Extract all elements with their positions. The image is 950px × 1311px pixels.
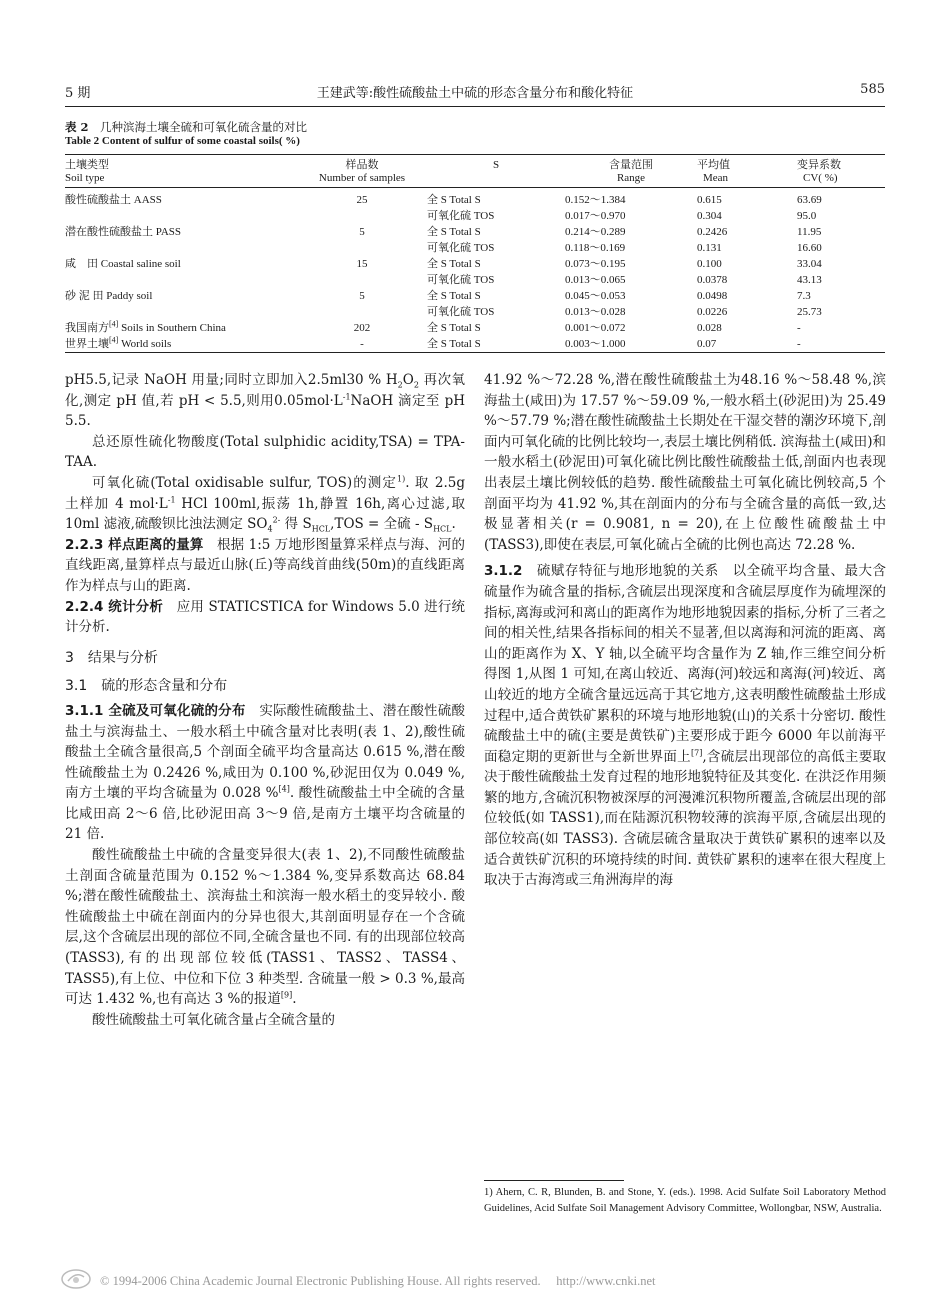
cell-soil-type: [65, 240, 297, 256]
footnote: 1) Ahern, C. R, Blunden, B. and Stone, Y. (eds.). 1998. Acid Sulfate Soil Laboratory Method Guidelines, Acid Sulfate Soil Management Advisory Committee, Wollongbar, NSW, Australia.: [484, 1187, 886, 1214]
cell-sulfur-form: 可氧化硫 TOS: [427, 210, 495, 222]
cell-sulfur-form: 全 S Total S: [427, 322, 481, 334]
heading-3-1-1: 3.1.1 全硫及可氧化硫的分布: [65, 702, 246, 719]
table-row: [65, 288, 885, 304]
cell-sample-count: 25: [356, 194, 368, 206]
cell-sample-count: 202: [353, 322, 371, 334]
col-header-range: 含量范围 Range: [565, 155, 697, 188]
running-header: [65, 82, 885, 102]
cell-sample-count: [297, 240, 427, 256]
table-row: [65, 208, 885, 224]
cell-sample-count: 5: [359, 290, 365, 302]
cell-sulfur-form: 全 S Total S: [427, 336, 565, 353]
cell-sulfur-form: 全 S Total S: [427, 226, 481, 238]
heading-3-1-2-title: 硫赋存特征与地形地貌的关系: [536, 563, 719, 580]
heading-2-2-3: 2.2.3 样点距离的量算: [65, 536, 204, 553]
cell-soil-type: [65, 304, 297, 320]
cell-cv: 7.3: [797, 290, 811, 302]
cell-range: 0.214～0.289: [565, 226, 626, 238]
page-number: 585: [860, 82, 885, 97]
cnki-logo-icon: [60, 1268, 92, 1290]
cell-sample-count: [297, 272, 427, 288]
cell-range: 0.045～0.053: [565, 290, 626, 302]
cell-mean: 0.0226: [697, 306, 728, 318]
paragraph-tos: 可氧化硫(Total oxidisable sulfur, TOS)的测定$^{1)}$. 取 2.5g 土样加 4 $mol\cdot L^{-1}$ HCl 100ml,振荡 1h,静置 16h,离心过滤,取10ml 滤液,硫酸钡比浊法测定 $SO_4^{2-}$ 得 $S_{HCL},TOS$ = 全硫 - $S_{HCL}$.: [65, 474, 465, 534]
paragraph-total-sulfur: 3.1.1 全硫及可氧化硫的分布 实际酸性硫酸盐土、潜在酸性硫酸盐土与滨海盐土、一般水稻土中硫含量对比表明(表 1、2),酸性硫酸盐土全硫含量很高,5 个剖面全硫平均含量高达 0.615 %,潜在酸性硫酸盐土为 0.2426 %,咸田为 0.100 %,砂泥田仅为 0.049 %,南方土壤的平均含硫量为 0.028 %[4]. 酸性硫酸盐土中全硫的含量比咸田高 2～6 倍,比砂泥田高 3～9 倍,是南方土壤平均含硫量的 21 倍.: [65, 702, 466, 843]
table-title-cn: 几种滨海土壤全硫和可氧化硫含量的对比: [100, 120, 308, 134]
cell-cv: -: [797, 322, 801, 334]
paragraph-variation: 酸性硫酸盐土中硫的含量变异很大(表 1、2),不同酸性硫酸盐土剖面含硫量范围为 0.152 %～1.384 %,变异系数高达 68.84 %;潜在酸性硫酸盐土、滨海盐土和滨海一般水稻土的变异较小. 酸性硫酸盐土中硫在剖面内的分异也很大,其剖面明显存在一个含硫层,这个含硫层出现的部位不同,全硫含量也不同. 有的出现部位较高(TASS3),有的出现部位较低(TASS1、TASS2、TASS4、TASS5),有上位、中位和下位 3 种类型. 含硫量一般 > 0.3 %,最高可达 1.432 %,也有高达 3 %的报道[9].: [65, 847, 465, 1008]
heading-2-2-4: 2.2.4 统计分析: [65, 598, 164, 615]
cell-cv: 11.95: [797, 226, 822, 238]
cell-cv: 25.73: [797, 306, 822, 318]
col-header-samples: 样品数 Number of samples: [297, 155, 427, 188]
cell-soil-type: 咸 田 Coastal saline soil: [65, 258, 181, 270]
issue-number: 5 期: [65, 86, 91, 101]
header-rule: [65, 106, 885, 107]
cell-soil-type: 世界土壤[4] World soils: [65, 336, 297, 353]
cell-sulfur-form: 可氧化硫 TOS: [427, 274, 495, 286]
cell-mean: 0.07: [697, 336, 797, 353]
cell-range: 0.017～0.970: [565, 210, 626, 222]
cell-range: 0.013～0.028: [565, 306, 626, 318]
cell-cv: 33.04: [797, 258, 822, 270]
cell-cv: 95.0: [797, 210, 817, 222]
paragraph-tsa: 总还原性硫化物酸度(Total sulphidic acidity,TSA) = TPA-TAA.: [65, 433, 465, 471]
cell-range: 0.152～1.384: [565, 194, 626, 206]
cell-cv: 16.60: [797, 242, 822, 254]
cell-sample-count: [297, 304, 427, 320]
col-header-cv: 变异系数 CV( %): [797, 155, 885, 188]
paragraph-stats: 2.2.4 统计分析 应用 STATICSTICA for Windows 5.0 进行统计分析.: [65, 598, 466, 636]
cell-range: 0.118～0.169: [565, 242, 626, 254]
cell-cv: 43.13: [797, 274, 822, 286]
cell-soil-type: 砂 泥 田 Paddy soil: [65, 290, 153, 302]
table-row: [65, 320, 885, 336]
cell-mean: 0.0378: [697, 274, 728, 286]
table-row: [65, 336, 885, 353]
cell-sulfur-form: 可氧化硫 TOS: [427, 306, 495, 318]
cell-sample-count: 15: [356, 258, 368, 270]
footnote-rule: [484, 1180, 624, 1181]
cell-soil-type: [65, 208, 297, 224]
cell-soil-type: 我国南方[4] Soils in Southern China: [65, 319, 226, 334]
heading-section-3: 3 结果与分析: [65, 649, 158, 666]
table-caption: [65, 120, 307, 148]
cell-mean: 0.615: [697, 194, 722, 206]
paragraph-tos-ratio: 41.92 %～72.28 %,潜在酸性硫酸盐土为48.16 %～58.48 %,滨海盐土(咸田)为 17.57 %～59.09 %,一般水稻土(砂泥田)为 25.49 %～57.79 %;潜在酸性硫酸盐土长期处在干湿交替的潮汐环境下,剖面内可氧化硫的比例比较均一,表层土壤比例稍低. 滨海盐土(咸田)和一般水稻土(砂泥田)可氧化硫比例比酸性硫酸盐土低,剖面内也表现出表层土壤比例较低的趋势. 酸性硫酸盐土可氧化硫比例较高,5 个剖面平均为 41.92 %,其在剖面内的分布与全硫含量的高低一致,达极显著相关(r = 0.9081, n = 20),在上位酸性硫酸盐土中(TASS3),即使在表层,可氧化硫占全硫的比例也高达 72.28 %.: [484, 372, 886, 553]
paragraph-ph-titration: pH5.5,记录 NaOH 用量;同时立即加入2.5ml30 % $H_2O_2$ 再次氧化,测定 pH 值,若 pH < 5.5,则用$0.05mol\cdot L^{-1}NaOH$ 滴定至 pH 5.5.: [65, 372, 465, 430]
running-title: 王建武等:酸性硫酸盐土中硫的形态含量分布和酸化特征: [316, 86, 634, 101]
cell-sulfur-form: 可氧化硫 TOS: [427, 242, 495, 254]
cell-mean: 0.2426: [697, 226, 728, 238]
cell-sample-count: 5: [359, 226, 365, 238]
paragraph-tos-ratio-start: 酸性硫酸盐土可氧化硫含量占全硫含量的: [92, 1011, 335, 1028]
cell-sulfur-form: 全 S Total S: [427, 194, 481, 206]
heading-3-1: 3.1 硫的形态含量和分布: [65, 678, 228, 695]
cell-cv: 63.69: [797, 194, 822, 206]
cell-cv: -: [797, 336, 885, 353]
right-column: [484, 370, 886, 891]
page-footer: [60, 1268, 890, 1292]
cell-sulfur-form: 全 S Total S: [427, 258, 481, 270]
cell-mean: 0.100: [697, 258, 722, 270]
table-row: [65, 224, 885, 240]
table-row: [65, 188, 885, 209]
table-label: 表 2: [65, 120, 89, 134]
cell-mean: 0.028: [697, 322, 722, 334]
cell-soil-type: [65, 272, 297, 288]
cell-mean: 0.131: [697, 242, 722, 254]
copyright-text: © 1994-2006 China Academic Journal Electronic Publishing House. All rights reserved. http://www.cnki.net: [100, 1274, 656, 1288]
col-header-mean: 平均值 Mean: [697, 155, 797, 188]
table-row: [65, 240, 885, 256]
heading-3-1-2: 3.1.2: [484, 563, 523, 580]
table-row: [65, 256, 885, 272]
cell-mean: 0.0498: [697, 290, 728, 302]
cell-range: 0.073～0.195: [565, 258, 626, 270]
cell-sulfur-form: 全 S Total S: [427, 290, 481, 302]
col-header-s: S: [427, 155, 565, 188]
table-row: [65, 272, 885, 288]
sulfur-content-table: [65, 154, 885, 353]
table-title-en: Table 2 Content of sulfur of some coastal soils( %): [65, 135, 300, 147]
cell-range: 0.001～0.072: [565, 322, 626, 334]
cell-range: 0.013～0.065: [565, 274, 626, 286]
cell-sample-count: [297, 208, 427, 224]
cell-soil-type: 酸性硫酸盐土 AASS: [65, 194, 162, 206]
left-column: [65, 370, 465, 1030]
paragraph-distance: 2.2.3 样点距离的量算 根据 1:5 万地形图量算采样点与海、河的直线距离,量算样点与最近山脉(丘)等高线首曲线(50m)的直线距离作为样点与山的距离.: [65, 536, 466, 594]
col-header-soil: 土壤类型 Soil type: [65, 155, 297, 188]
cell-sample-count: -: [297, 336, 427, 353]
cell-range: 0.003～1.000: [565, 336, 697, 353]
paragraph-topography: 3.1.2 硫赋存特征与地形地貌的关系 以全硫平均含量、最大含硫量作为硫含量的指标,含硫层出现深度和含硫层厚度作为硫埋深的指标,离海或河和离山的距离作为地形地貌因素的指标,分析了三者之间的相关性,结果各指标间的相关不显著,但以离海和河流的距离、离山的距离作为 X、Y 轴,以全硫平均含量作为 Z 轴,作三维空间分析得图 1,从图 1 可知,在离山较近、离海(河)较远和离海(河)较近、离山较近的地方全硫含量远远高于其它地方,这表明酸性硫酸盐土形成过程中,适合黄铁矿累积的环境与地形地貌(山)的关系十分密切. 酸性硫酸盐土中的硫(主要是黄铁矿)主要形成于距今 6000 年以前海平面稳定期的更新世与全新世界面上[7],含硫层出现部位的高低主要取决于酸性硫酸盐土发育过程的地形地貌特征及其变化. 在洪泛作用频繁的地方,含硫沉积物被深厚的河漫滩沉积物所覆盖,含硫层出现的部位较低(如 TASS1),而在陆源沉积物较薄的滨海平原,含硫层出现的部位较高(如 TASS3). 含硫层硫含量取决于黄铁矿累积的速率以及适合黄铁矿沉积的环境持续的时间. 黄铁矿累积的速率在很大程度上取决于古海湾或三角洲海岸的海: [484, 563, 887, 889]
table-row: [65, 304, 885, 320]
cell-soil-type: 潜在酸性硫酸盐土 PASS: [65, 226, 182, 238]
table-header-row: [65, 155, 885, 188]
cell-mean: 0.304: [697, 210, 722, 222]
